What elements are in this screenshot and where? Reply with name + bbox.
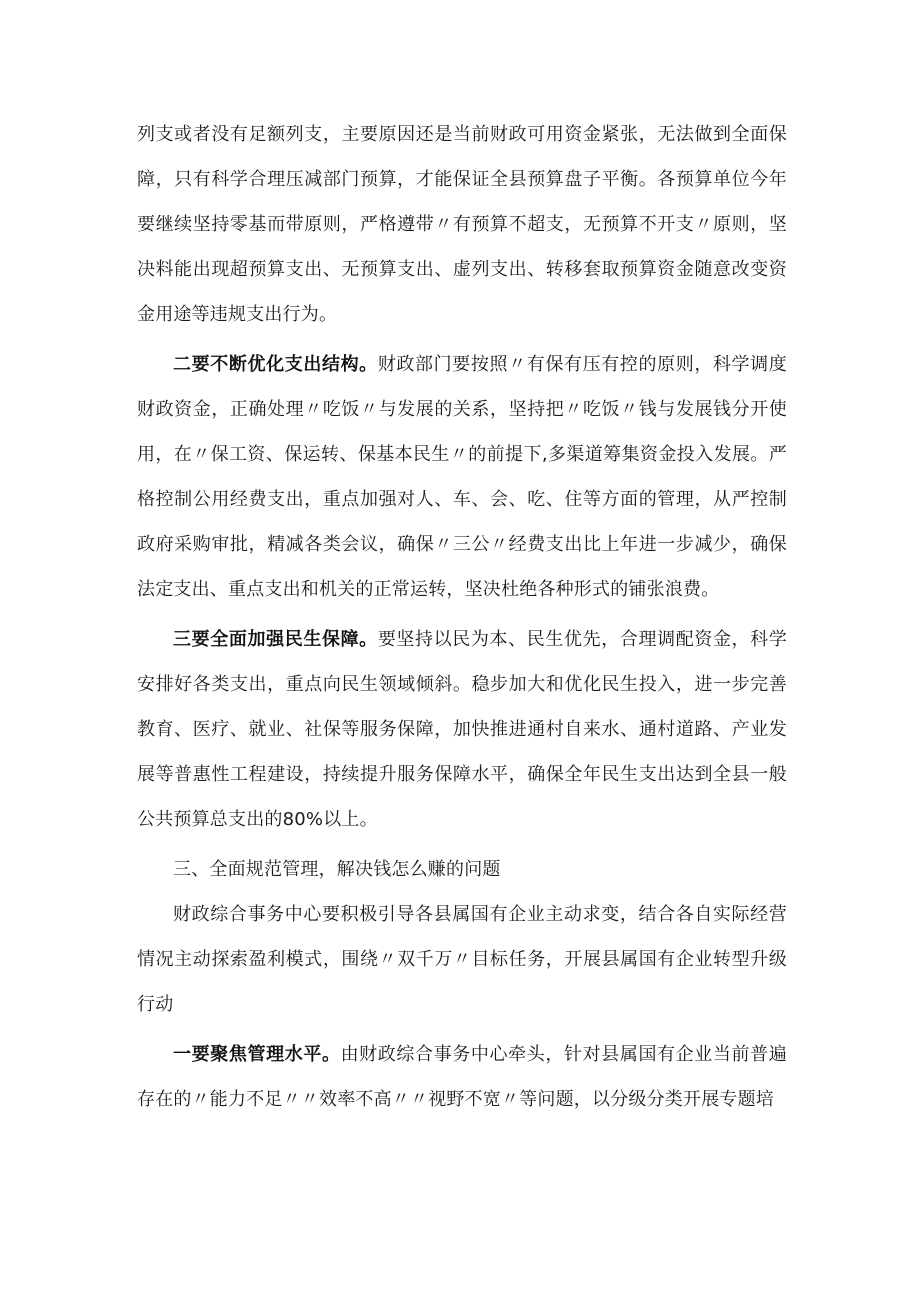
paragraph-text: 由财政综合事务中心牵头，针对县属国有企业当前普遍存在的〃能力不足〃〃效率不高〃〃视野不宽〃等问题，以分级分类开展专题培	[137, 1044, 787, 1110]
paragraph-livelihood-guarantee	[137, 617, 787, 842]
section-heading-text: 三、全面规范管理，解决钱怎么赚的问题	[173, 859, 501, 880]
paragraph-optimize-spending	[137, 342, 787, 612]
paragraph-budget-continuation	[137, 112, 787, 337]
document-body	[137, 112, 787, 1122]
paragraph-text: 要坚持以民为本、民生优先，合理调配资金，科学安排好各类支出，重点向民生领域倾斜。稳步加大和优化民生投入，进一步完善教育、医疗、就业、社保等服务保障，加快推进通村自来水、通村道路、产业发展等普惠性工程建设，持续提升服务保障水平，确保全年民生支出达到全县一般公共预算总支出的80%以上。	[137, 629, 787, 830]
paragraph-lead-heading: 三要全面加强民生保障。	[173, 629, 378, 650]
paragraph-management-focus	[137, 1032, 787, 1122]
paragraph-lead-heading: 一要聚焦管理水平。	[173, 1044, 341, 1065]
paragraph-text: 财政综合事务中心要积极引导各县属国有企业主动求变，结合各自实际经营情况主动探索盈利模式，围绕〃双千万〃目标任务，开展县属国有企业转型升级行动	[137, 904, 787, 1015]
paragraph-text: 列支或者没有足额列支，主要原因还是当前财政可用资金紧张，无法做到全面保障，只有科学合理压减部门预算，才能保证全县预算盘子平衡。各预算单位今年要继续坚持零基而带原则，严格遵带〃有预算不超支，无预算不开支〃原则，坚决料能出现超预算支出、无预算支出、虚列支出、转移套取预算资金随意改变资金用途等违规支出行为。	[137, 124, 787, 325]
paragraph-text: 财政部门要按照〃有保有压有控的原则，科学调度财政资金，正确处理〃吃饭〃与发展的关系，坚持把〃吃饭〃钱与发展钱分开使用，在〃保工资、保运转、保基本民生〃的前提下,多渠道筹集资金投入发展。严格控制公用经费支出，重点加强对人、车、会、吃、住等方面的管理，从严控制政府采购审批，精减各类会议，确保〃三公〃经费支出比上年进一步减少，确保法定支出、重点支出和机关的正常运转，坚决杜绝各种形式的铺张浪费。	[137, 354, 787, 600]
section-heading-three	[137, 847, 787, 892]
paragraph-lead-heading: 二要不断优化支出结构。	[173, 354, 378, 375]
paragraph-soe-transformation	[137, 892, 787, 1027]
